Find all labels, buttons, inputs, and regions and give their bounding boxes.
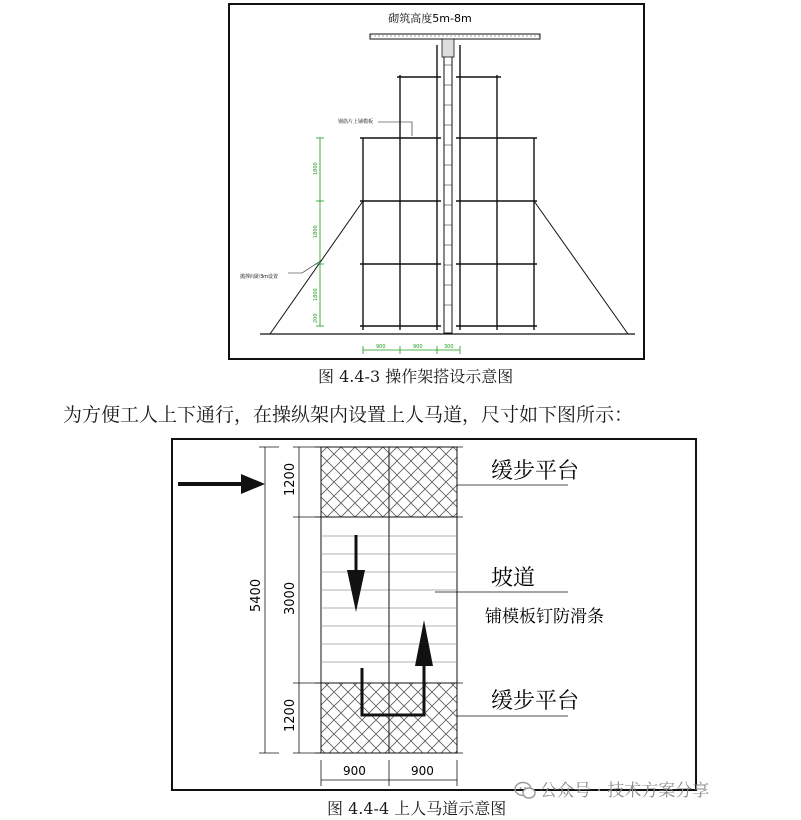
label-bottom-platform: 缓步平台: [491, 689, 580, 714]
label-pedal: 钢筋片上铺模板: [338, 119, 374, 125]
body-paragraph: 为方便工人上下通行，在操纵架内设置上人马道，尺寸如下图所示：: [63, 404, 634, 426]
figure-scaffold-elevation: [228, 3, 645, 360]
top-slab: [370, 34, 540, 39]
scaffold-drawing: [230, 5, 643, 358]
label-ramp-note: 铺模板钉防滑条: [485, 607, 604, 627]
watermark-text: 公众号 · 技术方案分享: [540, 781, 710, 801]
dim-top: 1200: [283, 462, 298, 496]
dim-h2: 900: [413, 344, 423, 350]
figure1-title: 砌筑高度5m-8m: [388, 12, 472, 25]
dim-h3: 300: [444, 344, 454, 350]
left-scaffold: [360, 45, 441, 330]
ramp-drawing: [173, 440, 695, 789]
dim-width-right: 900: [411, 764, 434, 778]
dim-v2: 1800: [313, 225, 319, 238]
dim-v1: 1800: [313, 162, 319, 175]
figure1-caption: 图 4.4-3 操作架搭设示意图: [318, 367, 514, 386]
figure2-caption: 图 4.4-4 上人马道示意图: [327, 799, 507, 818]
label-top-platform: 缓步平台: [491, 459, 580, 484]
wechat-icon: [514, 781, 536, 799]
dim-v4: 200: [313, 313, 319, 323]
figure-access-ramp: [171, 438, 697, 791]
label-ramp: 坡道: [491, 566, 536, 591]
watermark: [514, 776, 709, 801]
dim-mid: 3000: [283, 581, 298, 615]
horizontal-dimensions: [321, 760, 457, 786]
brick-wall: [444, 39, 452, 333]
dim-v3: 1800: [313, 288, 319, 301]
entrance-arrow-head: [241, 474, 265, 494]
right-scaffold: [456, 45, 537, 330]
dim-width-left: 900: [343, 764, 366, 778]
label-brace: 抛撑间距3m设置: [240, 274, 279, 280]
dim-h1: 900: [376, 344, 386, 350]
brace-right: [534, 201, 628, 334]
dim-bottom: 1200: [283, 698, 298, 732]
dim-total: 5400: [249, 578, 264, 612]
